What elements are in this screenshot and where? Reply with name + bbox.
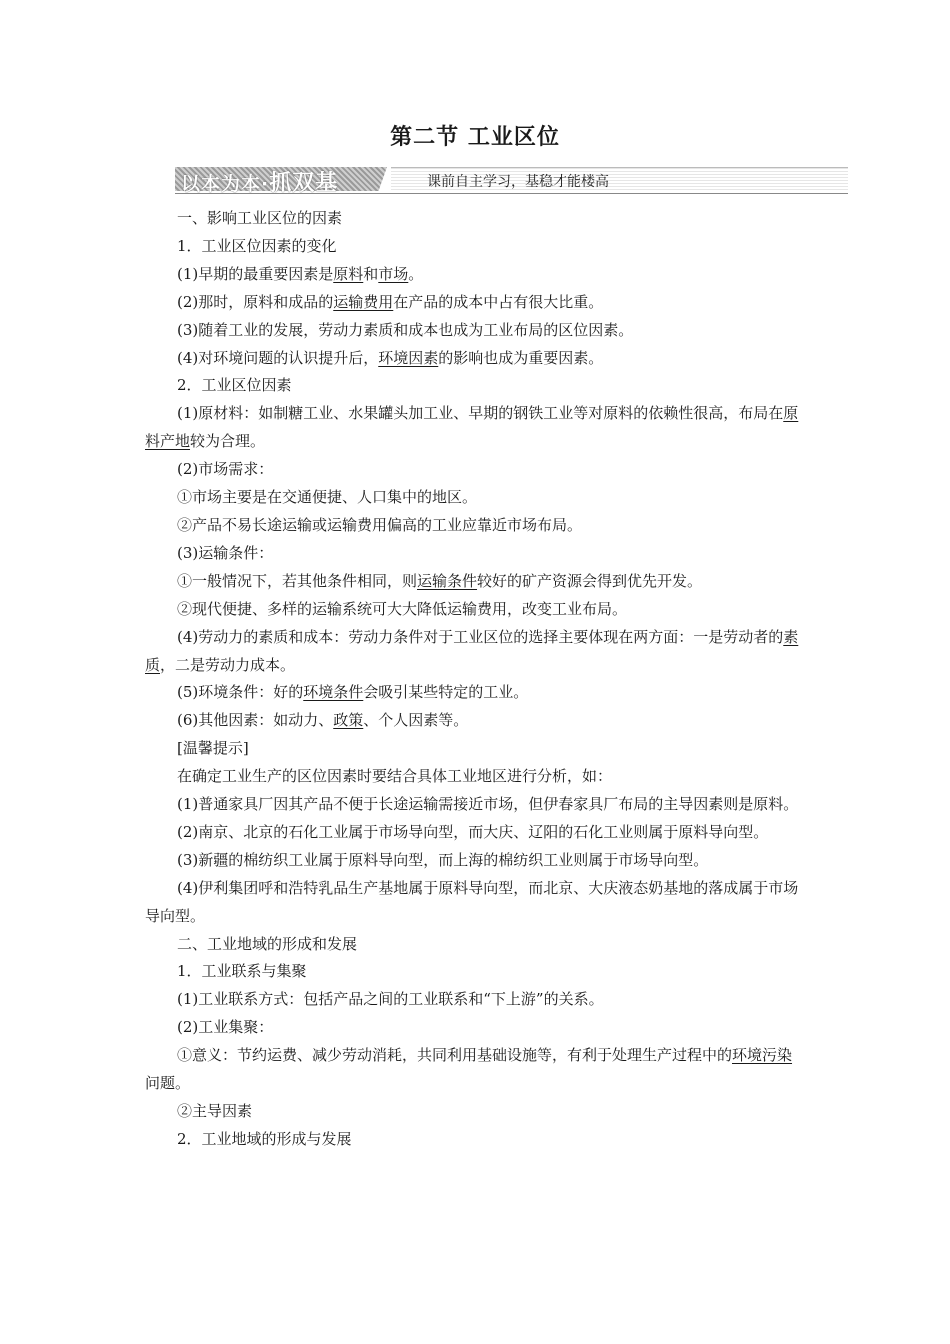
paragraph-22 [145,875,805,931]
underlined-term: 素质 [145,627,799,674]
text-run: ②产品不易长途运输或运输费用偏高的工业应靠近市场布局。 [177,515,583,534]
text-run: 。 [408,264,424,283]
paragraph-20 [145,819,805,847]
text-run: ，二是劳动力成本。 [160,655,296,674]
text-run: (4)伊利集团呼和浩特乳品生产基地属于原料导向型，而北京、大庆液态奶基地的落成属于市场导向型。 [145,878,799,925]
text-run: ②现代便捷、多样的运输系统可大大降低运输费用，改变工业布局。 [177,599,628,618]
paragraph-16 [145,707,805,735]
banner-left-b: 抓双基 [269,171,339,196]
paragraph-0 [145,205,805,233]
text-run: ①一般情况下，若其他条件相同，则 [177,571,418,590]
text-run: ②主导因素 [177,1102,253,1120]
text-run: (2)工业集聚： [177,1018,274,1037]
text-run: (2)市场需求： [177,460,274,479]
text-run: 问题。 [145,1074,191,1093]
underlined-term: 环境条件 [303,683,364,702]
underlined-term: 市场 [378,264,409,283]
text-run: 较为合理。 [190,432,266,451]
text-run: (3)随着工业的发展，劳动力素质和成本也成为工业布局的区位因素。 [177,320,634,339]
underlined-term: 环境污染 [732,1046,793,1065]
text-run: 的影响也成为重要因素。 [438,348,604,367]
text-run: (6)其他因素：如动力、 [177,711,334,730]
text-run: 会吸引某些特定的工业。 [363,683,529,702]
text-run: (3)新疆的棉纺织工业属于原料导向型，而上海的棉纺织工业则属于市场导向型。 [177,850,709,869]
banner-right-text: 课前自主学习，基稳才能楼高 [427,174,609,190]
paragraph-8 [145,456,805,484]
text-run: 、个人因素等。 [363,711,469,730]
text-run: (1)原材料：如制糖工业、水果罐头加工业、早期的钢铁工业等对原料的依赖性很高，布局在 [177,404,784,423]
text-run: ①市场主要是在交通便捷、人口集中的地区。 [177,488,478,507]
paragraph-14 [145,624,805,680]
text-run: (2)南京、北京的石化工业属于市场导向型，而大庆、辽阳的石化工业则属于原料导向型。 [177,822,769,841]
paragraph-15 [145,679,805,707]
section-banner [175,165,848,195]
underlined-term: 运输费用 [333,292,394,311]
paragraph-19 [145,791,805,819]
underlined-term: 原料产地 [145,404,799,451]
paragraph-4 [145,317,805,345]
paragraph-23 [145,931,805,959]
text-run: 二、工业地域的形成和发展 [177,934,358,953]
text-run: 在产品的成本中占有很大比重。 [393,292,604,311]
underlined-term: 运输条件 [417,571,478,590]
paragraph-10 [145,512,805,540]
banner-underline [175,193,848,194]
paragraph-9 [145,484,805,512]
text-run: ①意义：节约运费、减少劳动消耗，共同利用基础设施等，有利于处理生产过程中的 [177,1046,733,1065]
paragraph-1 [145,233,805,261]
text-run: 一、影响工业区位的因素 [177,209,343,227]
paragraph-3 [145,289,805,317]
text-run: (1)普通家具厂因其产品不便于长途运输需接近市场，但伊春家具厂布局的主导因素则是原料。 [177,795,799,814]
paragraph-27 [145,1042,805,1098]
paragraph-17 [145,735,805,763]
text-run: 和 [363,264,379,283]
text-run: (2)那时，原料和成品的 [177,292,334,311]
paragraph-29 [145,1126,805,1154]
text-run: 1．工业联系与集聚 [177,962,307,981]
paragraph-21 [145,847,805,875]
text-run: [温馨提示] [177,739,249,758]
text-run: (3)运输条件： [177,543,274,562]
text-run: (1)早期的最重要因素是 [177,264,334,283]
text-run: 2．工业区位因素 [177,376,292,395]
text-run: 2．工业地域的形成与发展 [177,1129,352,1148]
paragraph-6 [145,372,805,400]
paragraph-26 [145,1014,805,1042]
underlined-term: 政策 [333,711,364,730]
paragraph-13 [145,596,805,624]
banner-right-block [391,167,848,192]
banner-left-a: 以本为本· [181,173,270,195]
paragraph-7 [145,400,805,456]
text-run: (4)对环境问题的认识提升后， [177,348,379,367]
text-run: 较好的矿产资源会得到优先开发。 [477,571,703,590]
paragraph-11 [145,540,805,568]
text-run: (4)劳动力的素质和成本：劳动力条件对于工业区位的选择主要体现在两方面：一是劳动者的 [177,627,784,646]
underlined-term: 环境因素 [378,348,439,367]
text-run: 在确定工业生产的区位因素时要结合具体工业地区进行分析，如： [177,767,613,786]
text-run: (5)环境条件：好的 [177,683,304,702]
paragraph-24 [145,958,805,986]
paragraph-28 [145,1098,805,1126]
paragraph-5 [145,345,805,373]
text-run: (1)工业联系方式：包括产品之间的工业联系和“下上游”的关系。 [177,990,604,1009]
text-run: 1．工业区位因素的变化 [177,236,337,255]
underlined-term: 原料 [333,264,364,283]
paragraph-18 [145,763,805,791]
paragraph-12 [145,568,805,596]
page-title: 第二节 工业区位 [390,124,560,150]
document-body [145,205,805,1154]
paragraph-25 [145,986,805,1014]
paragraph-2 [145,261,805,289]
